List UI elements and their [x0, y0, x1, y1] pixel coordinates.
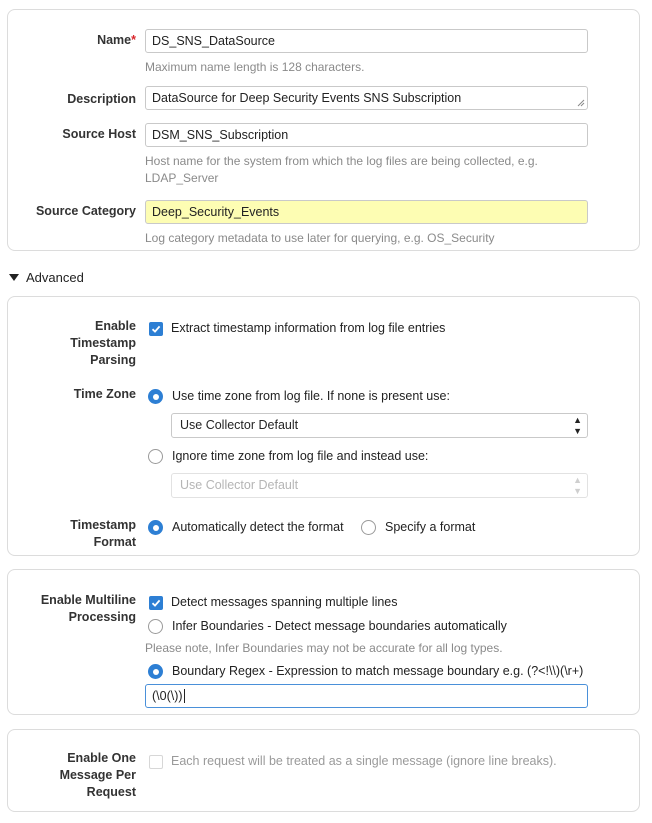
- multiline-panel: [7, 569, 640, 715]
- source-category-input[interactable]: [145, 200, 588, 224]
- description-textarea[interactable]: [145, 86, 588, 110]
- description-value: DataSource for Deep Security Events SNS Subscription: [152, 91, 462, 105]
- auto-detect-format-radio[interactable]: [148, 519, 344, 536]
- source-category-value: Deep_Security_Events: [152, 205, 280, 219]
- auto-detect-format-label: Automatically detect the format: [172, 520, 344, 534]
- name-help: Maximum name length is 128 characters.: [145, 60, 365, 74]
- source-host-input[interactable]: [145, 123, 588, 147]
- required-marker: *: [131, 33, 136, 47]
- timezone-from-log-radio[interactable]: [148, 388, 450, 405]
- detect-multiline-checkbox[interactable]: [149, 594, 398, 611]
- multiline-label: Enable Multiline Processing: [40, 593, 136, 624]
- specify-format-radio[interactable]: [361, 519, 475, 536]
- timezone-ignore-radio[interactable]: [148, 448, 428, 465]
- infer-boundaries-label: Infer Boundaries - Detect message boundaries automatically: [172, 619, 507, 633]
- timezone-select-default-value: Use Collector Default: [180, 418, 299, 432]
- checkbox-disabled-icon: [149, 755, 163, 769]
- text-cursor: [184, 689, 185, 703]
- select-arrows-icon: ▲ ▼: [573, 474, 582, 496]
- timezone-select-override: [171, 473, 588, 498]
- advanced-toggle[interactable]: [9, 270, 84, 285]
- checkbox-checked-icon: [149, 596, 163, 610]
- one-message-panel: [7, 729, 640, 812]
- detect-multiline-label: Detect messages spanning multiple lines: [171, 595, 398, 609]
- radio-unselected-icon: [361, 520, 376, 535]
- extract-timestamp-label: Extract timestamp information from log file entries: [171, 321, 446, 335]
- name-input-value: DS_SNS_DataSource: [152, 34, 275, 48]
- timezone-select-override-value: Use Collector Default: [180, 478, 299, 492]
- time-zone-label: Time Zone: [73, 387, 136, 401]
- boundary-regex-value: (\0(\)): [152, 689, 183, 703]
- timestamp-format-label: Timestamp Format: [70, 518, 136, 549]
- boundary-regex-input[interactable]: [145, 684, 588, 708]
- radio-unselected-icon: [148, 449, 163, 464]
- radio-selected-icon: [148, 664, 163, 679]
- timezone-ignore-label: Ignore time zone from log file and instead use:: [172, 449, 429, 463]
- one-message-checkbox: [149, 753, 557, 770]
- radio-selected-icon: [148, 520, 163, 535]
- advanced-toggle-label: Advanced: [26, 270, 84, 285]
- infer-boundaries-note: Please note, Infer Boundaries may not be accurate for all log types.: [145, 641, 503, 655]
- timestamp-parsing-label: Enable Timestamp Parsing: [70, 319, 136, 367]
- infer-boundaries-radio[interactable]: [148, 618, 507, 635]
- timezone-select-default[interactable]: [171, 413, 588, 438]
- name-label: Name*: [97, 33, 136, 47]
- radio-unselected-icon: [148, 619, 163, 634]
- boundary-regex-label: Boundary Regex - Expression to match message boundary e.g. (?<!\\)(\r+): [172, 664, 584, 678]
- extract-timestamp-checkbox[interactable]: [149, 320, 445, 337]
- one-message-label: Enable One Message Per Request: [59, 751, 136, 799]
- boundary-regex-radio[interactable]: [148, 663, 583, 680]
- checkbox-checked-icon: [149, 322, 163, 336]
- source-host-label: Source Host: [62, 127, 136, 141]
- source-category-label: Source Category: [35, 204, 136, 218]
- source-host-help: Host name for the system from which the log files are being collected, e.g. LDAP_Server: [145, 154, 538, 185]
- select-arrows-icon: ▲ ▼: [573, 414, 582, 436]
- specify-format-label: Specify a format: [385, 520, 476, 534]
- radio-selected-icon: [148, 389, 163, 404]
- description-label: Description: [67, 92, 136, 106]
- source-category-help: Log category metadata to use later for querying, e.g. OS_Security: [145, 231, 495, 245]
- timestamp-panel: [7, 296, 640, 556]
- general-panel: [7, 9, 640, 251]
- timezone-from-log-label: Use time zone from log file. If none is present use:: [172, 389, 450, 403]
- resize-handle-icon[interactable]: [577, 99, 585, 107]
- source-host-value: DSM_SNS_Subscription: [152, 128, 289, 142]
- one-message-option-label: Each request will be treated as a single message (ignore line breaks).: [171, 754, 557, 768]
- triangle-down-icon: [9, 274, 19, 281]
- name-input[interactable]: [145, 29, 588, 53]
